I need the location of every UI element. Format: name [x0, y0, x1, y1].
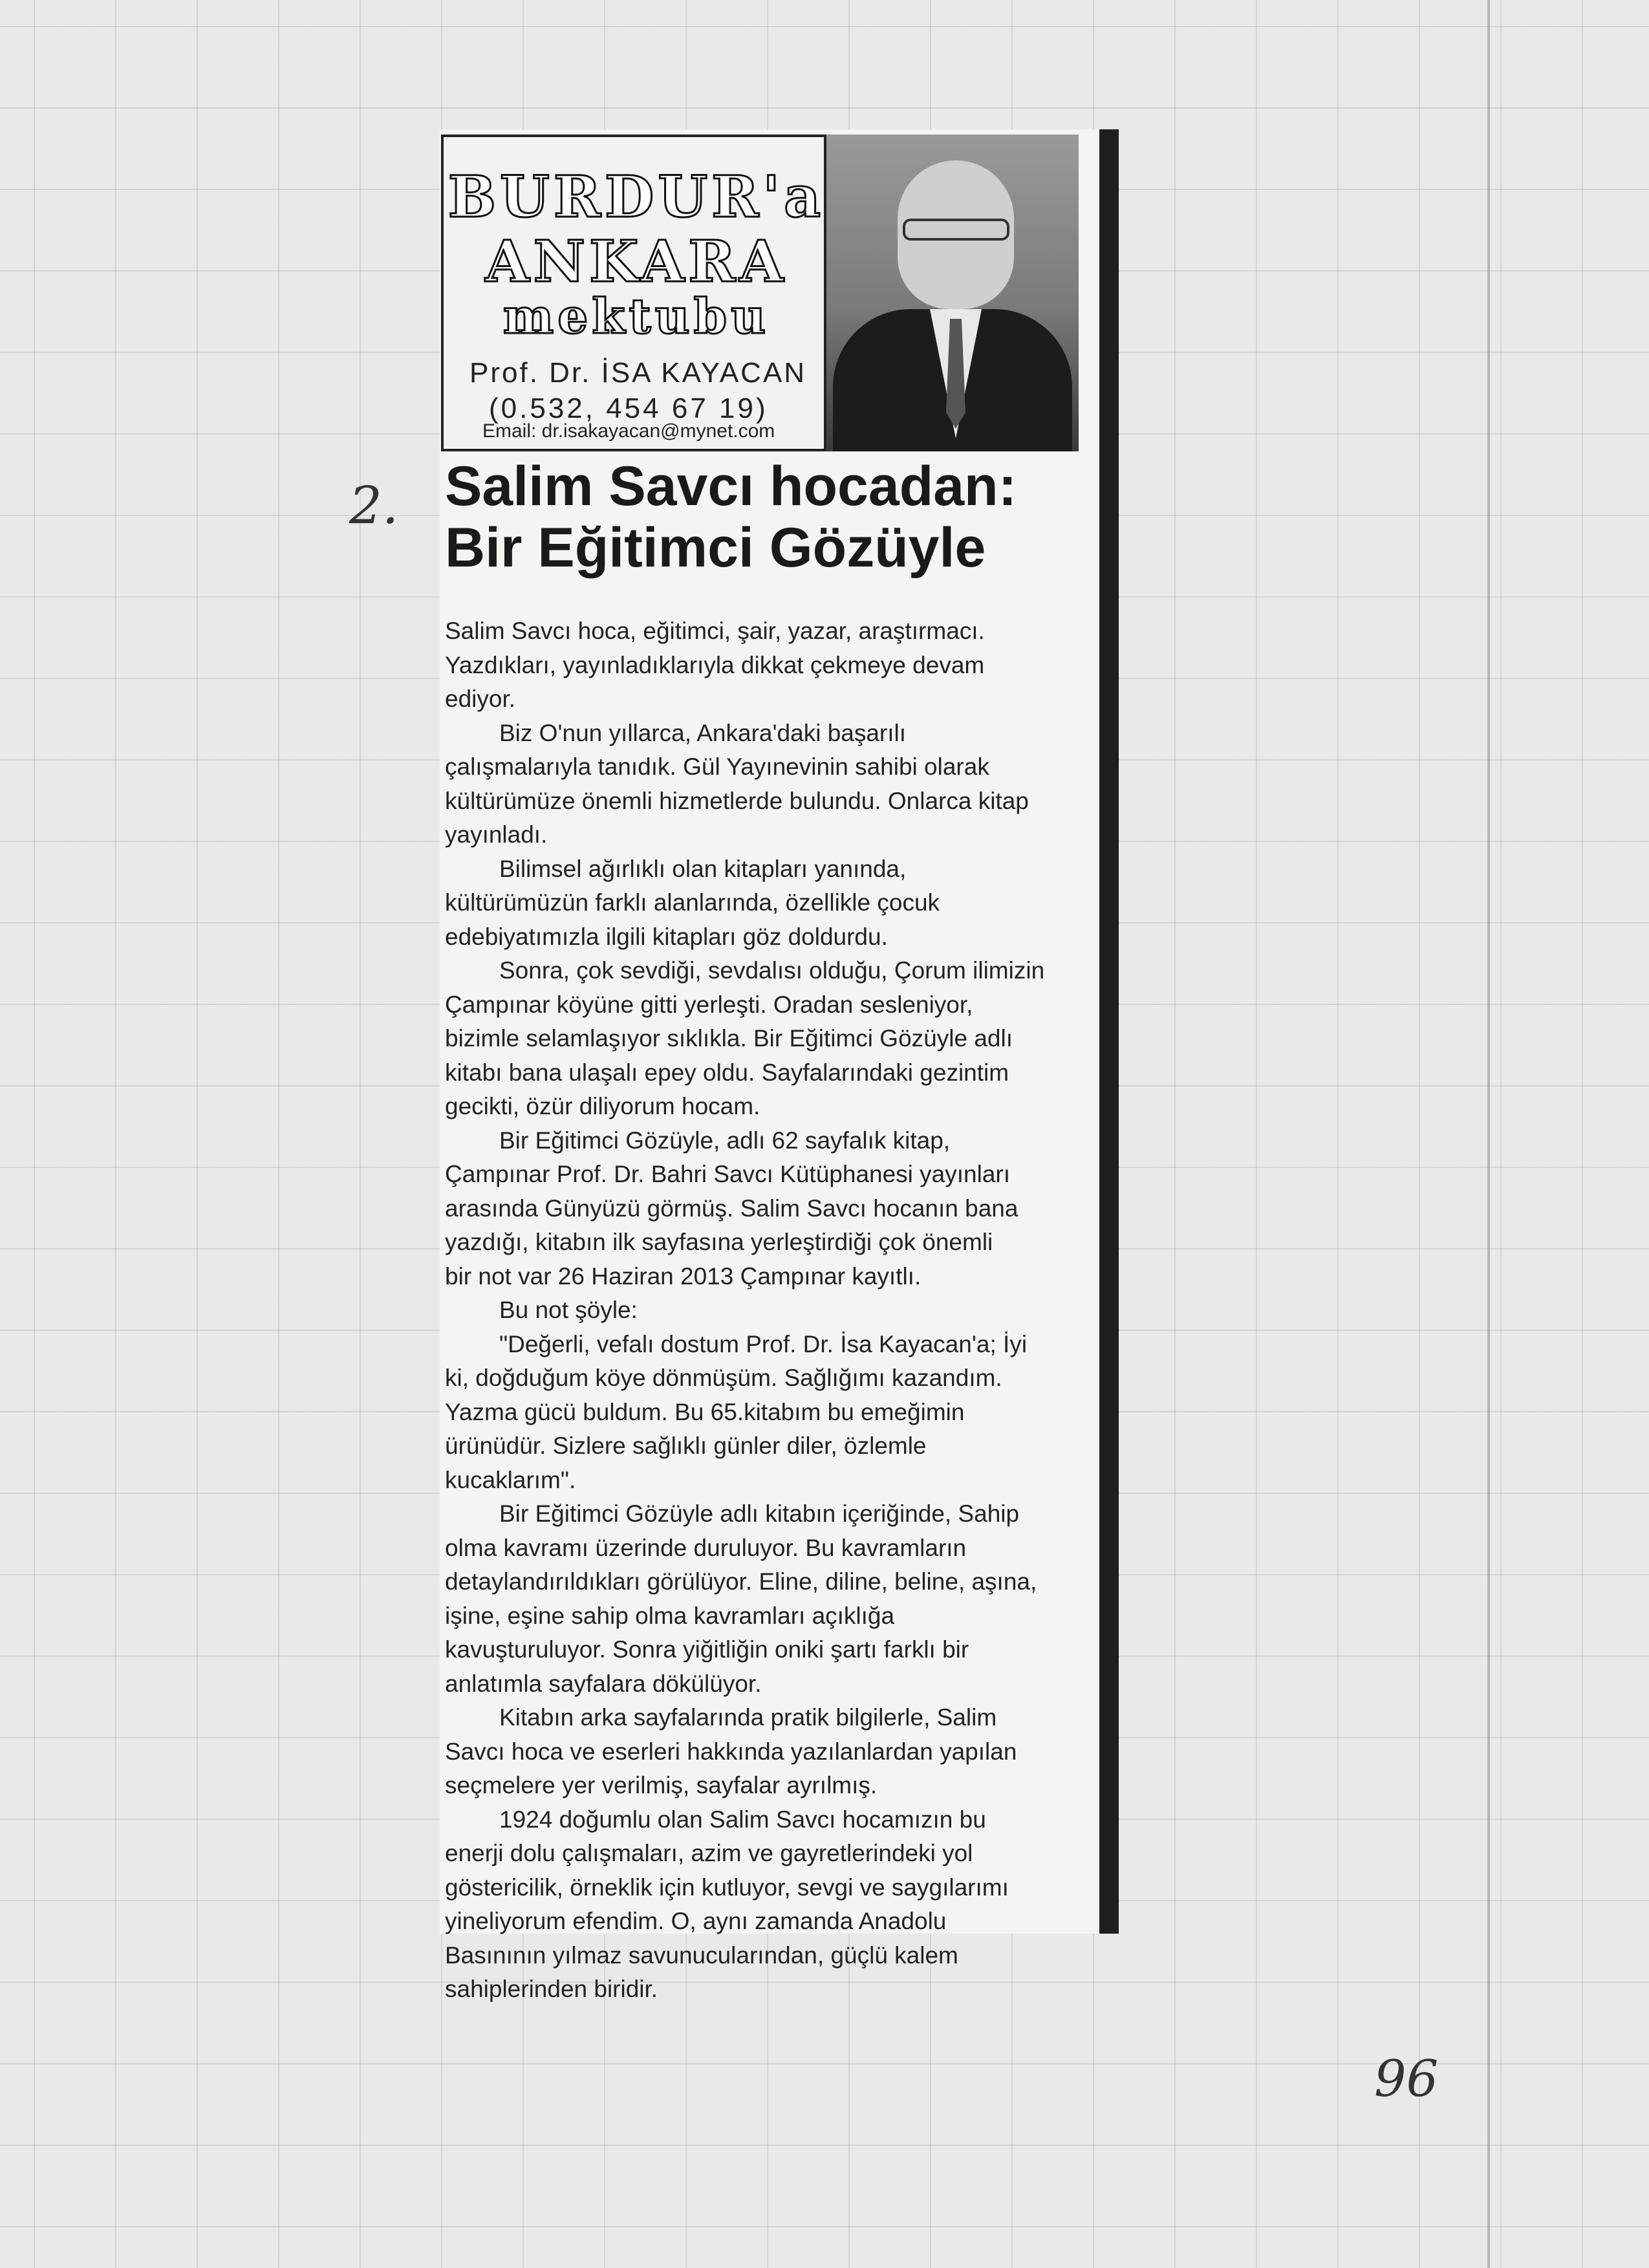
- handwritten-page-number: 96: [1374, 2050, 1439, 2108]
- article-paragraph: Biz O'nun yıllarca, Ankara'daki başarılı çalışmalarıyla tanıdık. Gül Yayınevinin sahibi olarak kültürümüze önemli hizmetlerde bulundu. Onlarca kitap yayınladı.: [445, 719, 1029, 848]
- article-paragraph: Kitabın arka sayfalarında pratik bilgilerle, Salim Savcı hoca ve eserleri hakkında yazılanlardan yapılan seçmelere yer verilmiş, sayfalar ayrılmış.: [445, 1704, 1017, 1798]
- author-name: Prof. Dr. İSA KAYACAN: [469, 357, 807, 389]
- article-paragraph: Salim Savcı hoca, eğitimci, şair, yazar, araştırmacı. Yazdıkları, yayınladıklarıyla dikkat çekmeye devam ediyor.: [445, 618, 985, 712]
- article-body: [445, 614, 1098, 2007]
- column-header: [441, 135, 826, 451]
- masthead-line-1: BURDUR'a: [447, 163, 825, 230]
- author-phone: (0.532, 454 67 19): [489, 393, 768, 424]
- photo-glasses: [903, 219, 1009, 241]
- article-paragraph: Bir Eğitimci Gözüyle, adlı 62 sayfalık kitap, Çampınar Prof. Dr. Bahri Savcı Kütüphanesi yayınları arasında Günyüzü görmüş. Salim Savcı hocanın bana yazdığı, kitabın ilk sayfasına yerleştirdiği çok önemli bir not var 26 Haziran 2013 Çampınar kayıtlı.: [445, 1127, 1018, 1290]
- article-paragraph: Bilimsel ağırlıklı olan kitapları yanında, kültürümüzün farklı alanlarında, özellikle çocuk edebiyatımızla ilgili kitapları göz doldurdu.: [445, 855, 940, 950]
- article-paragraph: Sonra, çok sevdiği, sevdalısı olduğu, Çorum ilimizin Çampınar köyüne gitti yerleşti. Oradan sesleniyor, bizimle selamlaşıyor sıklıkla. Bir Eğitimci Gözüyle adlı kitabı bana ulaşalı epey oldu. Sayfalarındaki gezintim gecikti, özür diliyorum hocam.: [445, 957, 1045, 1119]
- article-paragraph: Bir Eğitimci Gözüyle adlı kitabın içeriğinde, Sahip olma kavramı üzerinde duruluyor. Bu kavramların detaylandırıldıkları görülüyor. Eline, diline, beline, aşına, işine, eşine sahip olma kavramları açıklığa kavuşturuluyor. Sonra yiğitliğin oniki şartı farklı bir anlatımla sayfalara dökülüyor.: [445, 1500, 1037, 1697]
- clipping-edge-strip: [1099, 129, 1119, 1934]
- article-paragraph: Bu not şöyle:: [499, 1297, 638, 1323]
- article-paragraph: "Değerli, vefalı dostum Prof. Dr. İsa Kayacan'a; İyi ki, doğduğum köye dönmüşüm. Sağlığımı kazandım. Yazma gücü buldum. Bu 65.kitabım bu emeğimin ürünüdür. Sizlere sağlıklı günler diler, özlemle kucaklarım".: [445, 1330, 1028, 1493]
- article-title-line-2: Bir Eğitimci Gözüyle: [445, 516, 986, 579]
- paper-edge: [1487, 0, 1490, 2268]
- article-paragraph: 1924 doğumlu olan Salim Savcı hocamızın bu enerji dolu çalışmaları, azim ve gayretlerindeki yol göstericilik, örneklik için kutluyor, sevgi ve saygılarımı yineliyorum efendim. O, aynı zamanda Anadolu Basınının yılmaz savunucularından, güçlü kalem sahiplerinden biridir.: [445, 1806, 1009, 2002]
- handwritten-margin-note: 2.: [349, 475, 399, 535]
- author-email: Email: dr.isakayacan@mynet.com: [482, 420, 775, 442]
- masthead-line-3: mektubu: [502, 289, 770, 345]
- article-title: [445, 456, 1017, 578]
- article-title-line-1: Salim Savcı hocadan:: [445, 455, 1017, 517]
- masthead-line-2: ANKARA: [485, 228, 788, 295]
- author-photo: [826, 135, 1079, 451]
